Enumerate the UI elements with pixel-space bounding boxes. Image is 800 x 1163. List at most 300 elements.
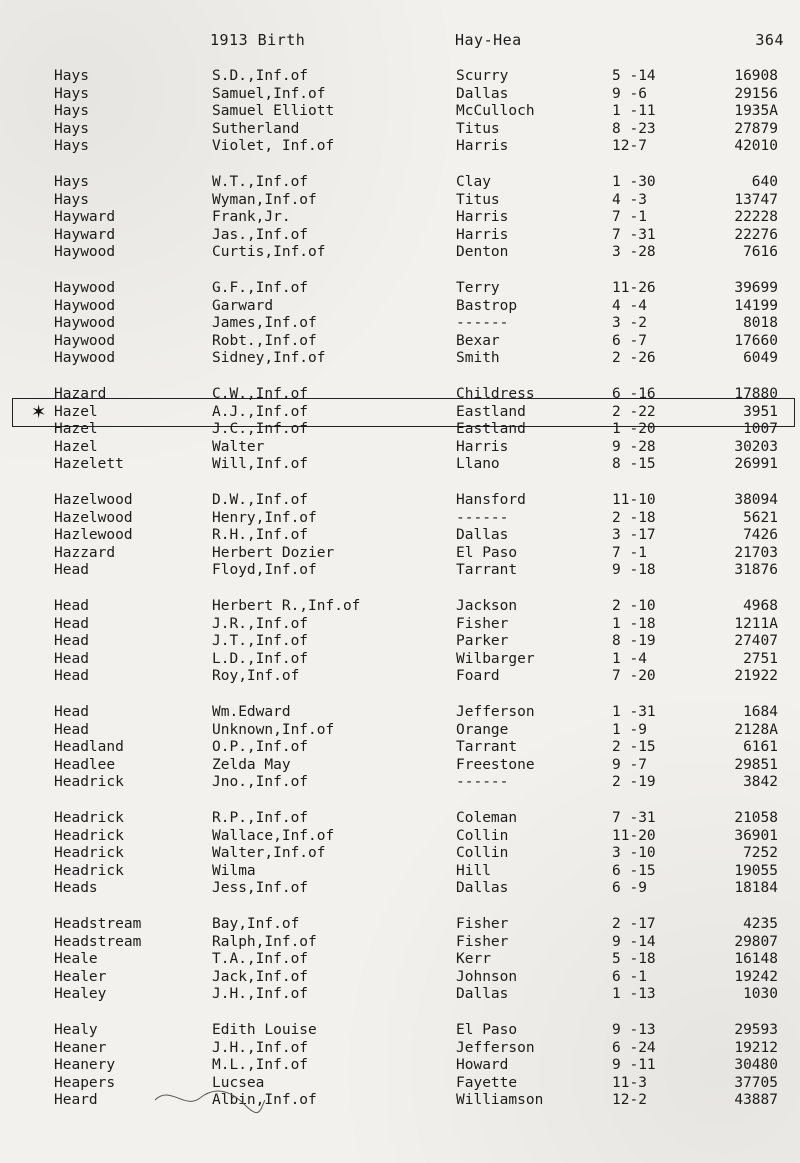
certificate-number: 3842 [743, 774, 778, 791]
date: 1 -4 [612, 650, 647, 667]
surname: Hays [54, 68, 89, 84]
record-row [0, 103, 800, 120]
given-name: Bay,Inf.of [212, 916, 300, 932]
date: 3 -28 [612, 244, 656, 261]
highlight-box [12, 398, 795, 427]
certificate-number: 22276 [734, 226, 778, 243]
certificate-number: 1007 [743, 421, 778, 438]
certificate-number: 1684 [743, 704, 778, 720]
date: 4 -4 [612, 297, 647, 314]
given-name: J.R.,Inf.of [212, 615, 309, 632]
surname: Head [54, 633, 89, 650]
given-name: Frank,Jr. [212, 209, 291, 226]
surname: Heads [54, 880, 98, 897]
certificate-number: 21922 [734, 668, 778, 685]
county: Hansford [456, 492, 526, 508]
given-name: R.H.,Inf.of [212, 527, 309, 544]
date: 6 -24 [612, 1039, 656, 1056]
star-icon: ✶ [32, 399, 46, 424]
record-row [0, 510, 800, 527]
county: Freestone [456, 756, 535, 773]
surname: Hays [54, 191, 89, 208]
county: Johnson [456, 968, 518, 985]
surname: Heaner [54, 1039, 107, 1056]
record-row [0, 1057, 800, 1074]
surname: Head [54, 615, 89, 632]
certificate-number: 16908 [734, 68, 778, 84]
certificate-number: 1935A [734, 103, 778, 120]
surname: Hazel [54, 403, 98, 420]
county: Dallas [456, 527, 509, 544]
record-row [0, 1075, 800, 1092]
certificate-number: 26991 [734, 456, 778, 473]
surname: Headlee [54, 756, 116, 773]
date: 6 -15 [612, 862, 656, 879]
date: 5 -14 [612, 68, 656, 84]
given-name: Wilma [212, 862, 256, 879]
county: Dallas [456, 880, 509, 897]
date: 7 -31 [612, 810, 656, 826]
certificate-number: 6161 [743, 739, 778, 756]
county: McCulloch [456, 103, 535, 120]
date: 7 -20 [612, 668, 656, 685]
surname: Haywood [54, 244, 116, 261]
given-name: A.J.,Inf.of [212, 403, 309, 420]
date: 11-20 [612, 827, 656, 844]
county: ------ [456, 774, 509, 791]
given-name: Floyd,Inf.of [212, 562, 317, 579]
surname: Hays [54, 120, 89, 137]
surname: Healer [54, 968, 107, 985]
certificate-number: 16148 [734, 951, 778, 968]
given-name: M.L.,Inf.of [212, 1057, 309, 1074]
record-row [0, 562, 800, 579]
given-name: Roy,Inf.of [212, 668, 300, 685]
surname: Hazard [54, 386, 107, 402]
date: 2 -15 [612, 739, 656, 756]
given-name: Unknown,Inf.of [212, 721, 335, 738]
given-name: James,Inf.of [212, 315, 317, 332]
surname: Hazelwood [54, 509, 133, 526]
date: 9 -28 [612, 438, 656, 455]
certificate-number: 19055 [734, 862, 778, 879]
record-row [0, 280, 800, 297]
date: 1 -13 [612, 986, 656, 1003]
record-row [0, 86, 800, 103]
record-row [0, 704, 800, 721]
given-name: W.T.,Inf.of [212, 174, 309, 190]
record-row [0, 880, 800, 897]
given-name: Herbert R.,Inf.of [212, 598, 361, 614]
record-row [0, 598, 800, 615]
county: Hill [456, 862, 491, 879]
record-row [0, 633, 800, 650]
given-name: Sutherland [212, 120, 300, 137]
record-row [0, 174, 800, 191]
county: Wilbarger [456, 650, 535, 667]
given-name: L.D.,Inf.of [212, 650, 309, 667]
given-name: J.H.,Inf.of [212, 1039, 309, 1056]
date: 1 -31 [612, 704, 656, 720]
given-name: Jess,Inf.of [212, 880, 309, 897]
date: 3 -2 [612, 315, 647, 332]
record-row [0, 68, 800, 85]
surname: Head [54, 721, 89, 738]
certificate-number: 8018 [743, 315, 778, 332]
certificate-number: 31876 [734, 562, 778, 579]
given-name: Henry,Inf.of [212, 509, 317, 526]
county: Tarrant [456, 562, 518, 579]
certificate-number: 42010 [734, 138, 778, 155]
date: 6 -1 [612, 968, 647, 985]
given-name: Walter [212, 438, 265, 455]
record-row [0, 138, 800, 155]
surname: Headstream [54, 916, 142, 932]
surname: Haywood [54, 350, 116, 367]
date: 7 -1 [612, 209, 647, 226]
record-row [0, 810, 800, 827]
surname: Haywood [54, 297, 116, 314]
given-name: Samuel,Inf.of [212, 85, 326, 102]
certificate-number: 43887 [734, 1092, 778, 1109]
date: 8 -15 [612, 456, 656, 473]
county: Childress [456, 386, 535, 402]
county: Orange [456, 721, 509, 738]
record-row [0, 121, 800, 138]
record-row [0, 774, 800, 791]
record-row [0, 863, 800, 880]
county: Bastrop [456, 297, 518, 314]
given-name: C.W.,Inf.of [212, 386, 309, 402]
given-name: S.D.,Inf.of [212, 68, 309, 84]
surname: Haywood [54, 332, 116, 349]
record-row [0, 1040, 800, 1057]
date: 2 -22 [612, 403, 656, 420]
surname: Headland [54, 739, 124, 756]
date: 12-2 [612, 1092, 647, 1109]
date: 9 -18 [612, 562, 656, 579]
surname: Haywood [54, 280, 116, 296]
record-row [0, 527, 800, 544]
surname: Hays [54, 85, 89, 102]
given-name: T.A.,Inf.of [212, 951, 309, 968]
date: 2 -26 [612, 350, 656, 367]
county: Fisher [456, 933, 509, 950]
surname: Heale [54, 951, 98, 968]
certificate-number: 1030 [743, 986, 778, 1003]
county: Collin [456, 845, 509, 862]
surname: Head [54, 562, 89, 579]
header-range: Hay-Hea [455, 31, 522, 49]
surname: Heard [54, 1092, 98, 1109]
date: 1 -9 [612, 721, 647, 738]
county: Harris [456, 438, 509, 455]
county: ------ [456, 509, 509, 526]
date: 6 -9 [612, 880, 647, 897]
given-name: Wallace,Inf.of [212, 827, 335, 844]
pen-scribble-mark [150, 1080, 270, 1120]
county: Fisher [456, 916, 509, 932]
date: 3 -17 [612, 527, 656, 544]
record-row [0, 298, 800, 315]
date: 11-3 [612, 1074, 647, 1091]
given-name: G.F.,Inf.of [212, 280, 309, 296]
date: 6 -7 [612, 332, 647, 349]
given-name: Edith Louise [212, 1022, 317, 1038]
date: 2 -17 [612, 916, 656, 932]
record-row [0, 828, 800, 845]
header-year-type: 1913 Birth [210, 31, 306, 49]
certificate-number: 2751 [743, 650, 778, 667]
certificate-number: 22228 [734, 209, 778, 226]
given-name: J.C.,Inf.of [212, 421, 309, 438]
surname: Hays [54, 138, 89, 155]
county: Eastland [456, 421, 526, 438]
date: 2 -10 [612, 598, 656, 614]
given-name: J.T.,Inf.of [212, 633, 309, 650]
surname: Hazelett [54, 456, 124, 473]
certificate-number: 38094 [734, 492, 778, 508]
record-row [0, 1022, 800, 1039]
county: Jefferson [456, 1039, 535, 1056]
date: 9 -6 [612, 85, 647, 102]
given-name: Wm.Edward [212, 704, 291, 720]
surname: Healey [54, 986, 107, 1003]
county: Howard [456, 1057, 509, 1074]
date: 1 -18 [612, 615, 656, 632]
given-name: Wyman,Inf.of [212, 191, 317, 208]
given-name: Jas.,Inf.of [212, 226, 309, 243]
certificate-number: 3951 [743, 403, 778, 420]
given-name: Albin,Inf.of [212, 1092, 317, 1109]
record-row [0, 668, 800, 685]
record-row [0, 916, 800, 933]
surname: Hazelwood [54, 492, 133, 508]
surname: Headrick [54, 810, 124, 826]
certificate-number: 14199 [734, 297, 778, 314]
record-row [0, 1092, 800, 1109]
record-row [0, 545, 800, 562]
county: Smith [456, 350, 500, 367]
county: ------ [456, 315, 509, 332]
county: Bexar [456, 332, 500, 349]
certificate-number: 30203 [734, 438, 778, 455]
surname: Healy [54, 1022, 98, 1038]
given-name: Sidney,Inf.of [212, 350, 326, 367]
surname: Haywood [54, 315, 116, 332]
certificate-number: 37705 [734, 1074, 778, 1091]
county: Jefferson [456, 704, 535, 720]
given-name: Ralph,Inf.of [212, 933, 317, 950]
county: Dallas [456, 85, 509, 102]
county: Coleman [456, 810, 518, 826]
certificate-number: 4235 [743, 916, 778, 932]
county: Parker [456, 633, 509, 650]
record-row [0, 651, 800, 668]
date: 9 -13 [612, 1022, 656, 1038]
given-name: Robt.,Inf.of [212, 332, 317, 349]
date: 11-10 [612, 492, 656, 508]
given-name: D.W.,Inf.of [212, 492, 309, 508]
certificate-number: 640 [751, 174, 778, 190]
county: Foard [456, 668, 500, 685]
certificate-number: 17660 [734, 332, 778, 349]
county: Clay [456, 174, 491, 190]
date: 2 -18 [612, 509, 656, 526]
record-row [0, 456, 800, 473]
surname: Headrick [54, 827, 124, 844]
county: Williamson [456, 1092, 544, 1109]
county: Titus [456, 191, 500, 208]
surname: Hayward [54, 209, 116, 226]
county: Scurry [456, 68, 509, 84]
record-row [0, 227, 800, 244]
certificate-number: 2128A [734, 721, 778, 738]
record-row [0, 350, 800, 367]
date: 1 -20 [612, 421, 656, 438]
certificate-number: 21703 [734, 544, 778, 561]
certificate-number: 27879 [734, 120, 778, 137]
date: 6 -16 [612, 386, 656, 402]
record-row [0, 986, 800, 1003]
surname: Heanery [54, 1057, 116, 1074]
certificate-number: 5621 [743, 509, 778, 526]
certificate-number: 4968 [743, 598, 778, 614]
county: El Paso [456, 1022, 518, 1038]
record-row [0, 439, 800, 456]
given-name: O.P.,Inf.of [212, 739, 309, 756]
date: 1 -30 [612, 174, 656, 190]
certificate-number: 13747 [734, 191, 778, 208]
certificate-number: 29593 [734, 1022, 778, 1038]
county: Harris [456, 226, 509, 243]
county: Dallas [456, 986, 509, 1003]
record-row [0, 315, 800, 332]
county: El Paso [456, 544, 518, 561]
date: 8 -23 [612, 120, 656, 137]
certificate-number: 19212 [734, 1039, 778, 1056]
date: 12-7 [612, 138, 647, 155]
date: 9 -7 [612, 756, 647, 773]
given-name: Jack,Inf.of [212, 968, 309, 985]
county: Tarrant [456, 739, 518, 756]
certificate-number: 19242 [734, 968, 778, 985]
date: 3 -10 [612, 845, 656, 862]
date: 8 -19 [612, 633, 656, 650]
date: 9 -14 [612, 933, 656, 950]
record-row [0, 192, 800, 209]
record-row [0, 951, 800, 968]
record-row [0, 492, 800, 509]
record-row [0, 845, 800, 862]
given-name: Jno.,Inf.of [212, 774, 309, 791]
certificate-number: 29851 [734, 756, 778, 773]
surname: Head [54, 704, 89, 720]
record-row [0, 969, 800, 986]
county: Fisher [456, 615, 509, 632]
date: 5 -18 [612, 951, 656, 968]
record-row [0, 209, 800, 226]
county: Jackson [456, 598, 518, 614]
county: Llano [456, 456, 500, 473]
certificate-number: 36901 [734, 827, 778, 844]
date: 4 -3 [612, 191, 647, 208]
certificate-number: 7426 [743, 527, 778, 544]
county: Eastland [456, 403, 526, 420]
record-row [0, 757, 800, 774]
certificate-number: 1211A [734, 615, 778, 632]
surname: Head [54, 650, 89, 667]
surname: Hays [54, 103, 89, 120]
surname: Hayward [54, 226, 116, 243]
surname: Head [54, 668, 89, 685]
certificate-number: 29156 [734, 85, 778, 102]
given-name: Walter,Inf.of [212, 845, 326, 862]
surname: Hazlewood [54, 527, 133, 544]
given-name: J.H.,Inf.of [212, 986, 309, 1003]
county: Titus [456, 120, 500, 137]
date: 2 -19 [612, 774, 656, 791]
surname: Hazzard [54, 544, 116, 561]
surname: Head [54, 598, 89, 614]
record-row [0, 616, 800, 633]
record-row [0, 333, 800, 350]
county: Terry [456, 280, 500, 296]
surname: Headstream [54, 933, 142, 950]
given-name: Lucsea [212, 1074, 265, 1091]
county: Fayette [456, 1074, 518, 1091]
given-name: Samuel Elliott [212, 103, 335, 120]
surname: Headrick [54, 862, 124, 879]
given-name: Violet, Inf.of [212, 138, 335, 155]
certificate-number: 6049 [743, 350, 778, 367]
county: Collin [456, 827, 509, 844]
date: 11-26 [612, 280, 656, 296]
given-name: Garward [212, 297, 274, 314]
certificate-number: 18184 [734, 880, 778, 897]
certificate-number: 17880 [734, 386, 778, 402]
date: 7 -1 [612, 544, 647, 561]
certificate-number: 7252 [743, 845, 778, 862]
date: 7 -31 [612, 226, 656, 243]
record-row [0, 739, 800, 756]
certificate-number: 30480 [734, 1057, 778, 1074]
certificate-number: 29807 [734, 933, 778, 950]
date: 9 -11 [612, 1057, 656, 1074]
county: Harris [456, 209, 509, 226]
given-name: R.P.,Inf.of [212, 810, 309, 826]
surname: Headrick [54, 845, 124, 862]
certificate-number: 39699 [734, 280, 778, 296]
record-row [0, 934, 800, 951]
surname: Hazel [54, 421, 98, 438]
given-name: Curtis,Inf.of [212, 244, 326, 261]
surname: Hays [54, 174, 89, 190]
record-row [0, 722, 800, 739]
date: 1 -11 [612, 103, 656, 120]
county: Harris [456, 138, 509, 155]
given-name: Herbert Dozier [212, 544, 335, 561]
given-name: Will,Inf.of [212, 456, 309, 473]
county: Kerr [456, 951, 491, 968]
record-row [0, 244, 800, 261]
page-number: 364 [755, 31, 784, 49]
certificate-number: 21058 [734, 810, 778, 826]
certificate-number: 7616 [743, 244, 778, 261]
county: Denton [456, 244, 509, 261]
surname: Hazel [54, 438, 98, 455]
surname: Headrick [54, 774, 124, 791]
